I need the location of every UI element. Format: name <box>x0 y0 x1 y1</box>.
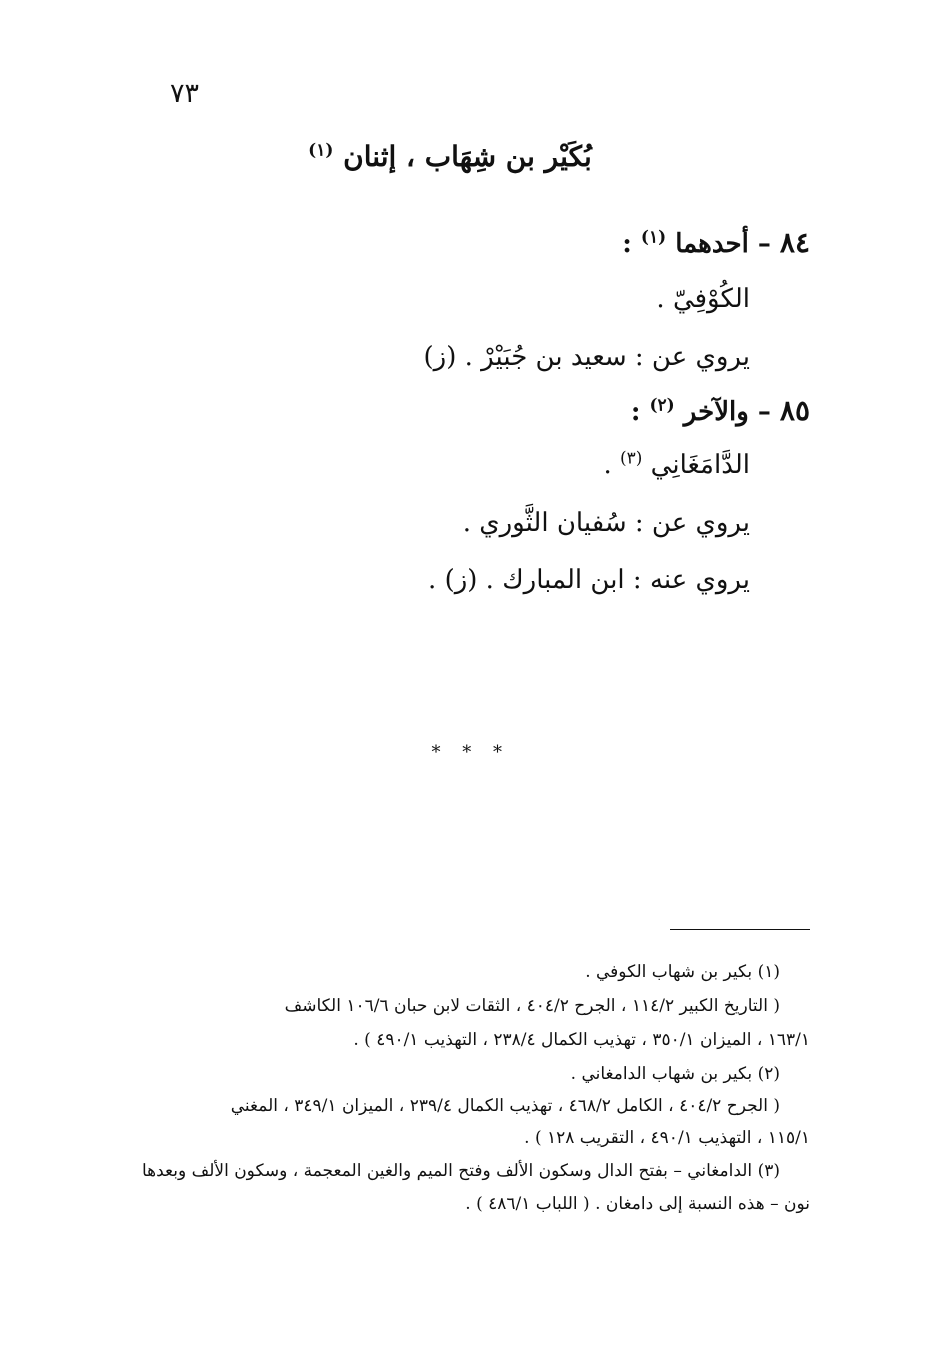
page-number: ٧٣ <box>170 78 200 109</box>
footnote-text: بكير بن شهاب الكوفي . <box>585 962 753 982</box>
entry-footnote-marker: (٢) <box>649 395 675 416</box>
footnote-1-refs-line2: ١٦٣/١ ، الميزان ٣٥٠/١ ، تهذيب الكمال ٢٣٨/٤ ، التهذيب ٤٩٠/١ ) . <box>353 1030 810 1050</box>
nisba-footnote-marker: (٣) <box>619 448 643 469</box>
entry-84-narrates-from: يروي عن : سعيد بن جُبَيْرْ . (ز) <box>423 342 750 372</box>
title-text: بُكَيْر بن شِهَاب ، إثنان <box>343 140 592 173</box>
entry-84-nisba: الكُوْفِيّ . <box>656 284 750 314</box>
footnote-text: الدامغاني – بفتح الدال وسكون الألف وفتح الميم والغين المعجمة ، وسكون الألف وبعدها <box>141 1161 753 1181</box>
title-footnote-marker: (١) <box>308 140 334 161</box>
entry-footnote-marker: (١) <box>640 227 667 248</box>
footnote-3-line2: نون – هذه النسبة إلى دامغان . ( اللباب ٤٨٦/١ ) . <box>465 1194 810 1214</box>
footnote-rule <box>670 929 810 930</box>
footnote-1-refs-line1: ( التاريخ الكبير ١١٤/٢ ، الجرح ٤٠٤/٢ ، الثقات لابن حبان ١٠٦/٦ الكاشف <box>284 996 780 1016</box>
footnote-2 <box>571 1064 780 1084</box>
entry-heading-text: – والآخر <box>683 397 771 427</box>
entry-85-narrates-from: يروي عن : سُفيان الثَّوري . <box>462 508 750 538</box>
footnote-2-refs-line1: ( الجرح ٤٠٤/٢ ، الكامل ٤٦٨/٢ ، تهذيب الكمال ٢٣٩/٤ ، الميزان ٣٤٩/١ ، المغني <box>230 1096 780 1116</box>
footnote-marker: (٣) <box>757 1161 780 1181</box>
entry-heading-text: – أحدهما <box>675 229 771 259</box>
entry-number: ٨٤ <box>779 226 810 259</box>
entry-84-heading <box>622 226 810 259</box>
footnote-text: بكير بن شهاب الدامغاني . <box>570 1064 753 1084</box>
nisba-text: الدَّامَغَانِي <box>650 450 750 480</box>
footnote-3 <box>140 1161 780 1181</box>
footnote-1 <box>585 962 780 982</box>
entry-heading-colon: : <box>630 397 641 427</box>
entry-85-heading <box>631 394 810 427</box>
entry-heading-colon: : <box>622 229 632 259</box>
nisba-period: . <box>603 450 612 480</box>
entry-85-narrated-by: يروي عنه : ابن المبارك . (ز) . <box>428 565 750 595</box>
section-separator: * * * <box>431 742 510 763</box>
entry-number: ٨٥ <box>779 394 810 427</box>
footnote-marker: (٢) <box>757 1064 780 1084</box>
footnote-2-refs-line2: ١١٥/١ ، التهذيب ٤٩٠/١ ، التقريب ١٢٨ ) . <box>524 1128 810 1148</box>
page-title <box>300 140 600 173</box>
entry-85-nisba <box>603 450 750 480</box>
footnote-marker: (١) <box>757 962 780 982</box>
